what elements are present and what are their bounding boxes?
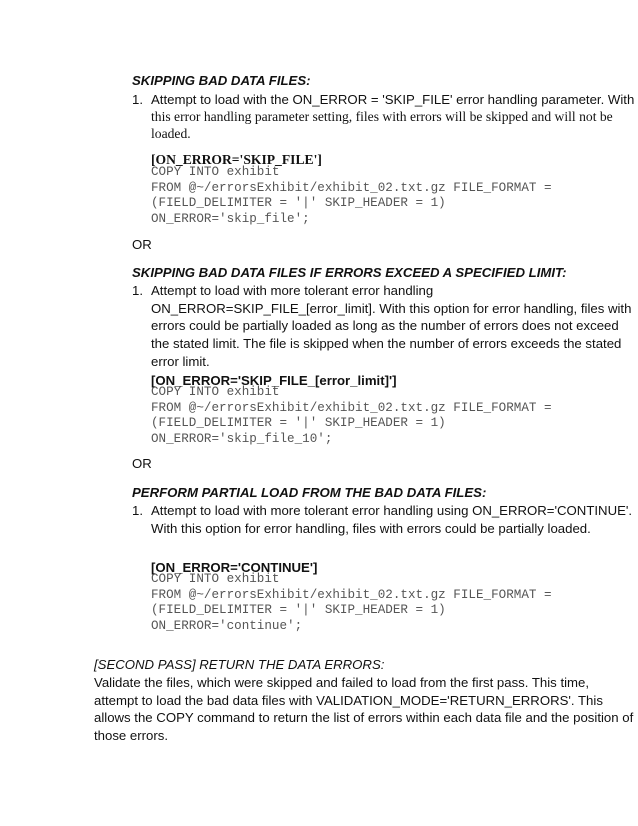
code-line: FROM @~/errorsExhibit/exhibit_02.txt.gz FILE_FORMAT =	[151, 180, 552, 195]
or-separator: OR	[132, 456, 152, 471]
list-item-line: Attempt to load with more tolerant error handling using ON_ERROR='CONTINUE'.	[151, 503, 633, 518]
code-label: [ON_ERROR='SKIP_FILE']	[151, 152, 322, 167]
code-line: ON_ERROR='skip_file';	[151, 211, 310, 226]
paragraph-line: allows the COPY command to return the list of errors within each data file and the position of	[94, 710, 634, 726]
code-label: [ON_ERROR='SKIP_FILE_[error_limit]']	[151, 373, 397, 388]
list-item-line: Attempt to load with more tolerant error handling	[151, 283, 434, 298]
code-line: COPY INTO exhibit	[151, 385, 280, 399]
code-line: COPY INTO exhibit	[151, 165, 280, 179]
section-heading-skip-file-limit: SKIPPING BAD DATA FILES IF ERRORS EXCEED A SPECIFIED LIMIT:	[132, 265, 567, 280]
code-line: ON_ERROR='skip_file_10';	[151, 431, 333, 446]
second-pass-heading: [SECOND PASS] RETURN THE DATA ERRORS:	[94, 657, 385, 672]
list-item-line: the stated limit. The file is skipped when the number of errors exceeds the stated	[151, 336, 622, 352]
or-separator: OR	[132, 237, 152, 252]
list-item-number: 1.	[132, 92, 143, 107]
code-label: [ON_ERROR='CONTINUE']	[151, 560, 318, 575]
code-line: FROM @~/errorsExhibit/exhibit_02.txt.gz FILE_FORMAT =	[151, 587, 552, 602]
section-heading-partial-load: PERFORM PARTIAL LOAD FROM THE BAD DATA FILES:	[132, 485, 487, 500]
list-item-line: loaded.	[151, 126, 191, 141]
list-item-number: 1.	[132, 503, 143, 518]
code-line: COPY INTO exhibit	[151, 572, 280, 586]
code-block	[151, 385, 552, 447]
list-item-line: error limit.	[151, 353, 210, 369]
code-line: ON_ERROR='continue';	[151, 618, 303, 633]
code-line: (FIELD_DELIMITER = '|' SKIP_HEADER = 1)	[151, 196, 446, 210]
code-block	[151, 165, 552, 227]
code-block	[151, 572, 552, 634]
list-item-line: this error handling parameter setting, files with errors will be skipped and will not be	[151, 109, 613, 124]
code-line: (FIELD_DELIMITER = '|' SKIP_HEADER = 1)	[151, 416, 446, 430]
section-heading-skip-file: SKIPPING BAD DATA FILES:	[132, 73, 311, 88]
list-item-line: With this option for error handling, files with errors could be partially loaded.	[151, 520, 591, 536]
list-item-line: Attempt to load with the ON_ERROR = 'SKIP_FILE' error handling parameter. With	[151, 92, 635, 107]
paragraph-line: those errors.	[94, 728, 169, 744]
code-line: FROM @~/errorsExhibit/exhibit_02.txt.gz FILE_FORMAT =	[151, 400, 552, 415]
paragraph-line: Validate the files, which were skipped and failed to load from the first pass. This time,	[94, 675, 590, 690]
list-item-number: 1.	[132, 283, 143, 298]
list-item-line: ON_ERROR=SKIP_FILE_[error_limit]. With this option for error handling, files with	[151, 300, 632, 316]
code-line: (FIELD_DELIMITER = '|' SKIP_HEADER = 1)	[151, 603, 446, 617]
paragraph-line: attempt to load the bad data files with VALIDATION_MODE='RETURN_ERRORS'. This	[94, 692, 603, 708]
list-item-line: errors could be partially loaded as long as the number of errors does not exceed	[151, 318, 619, 334]
